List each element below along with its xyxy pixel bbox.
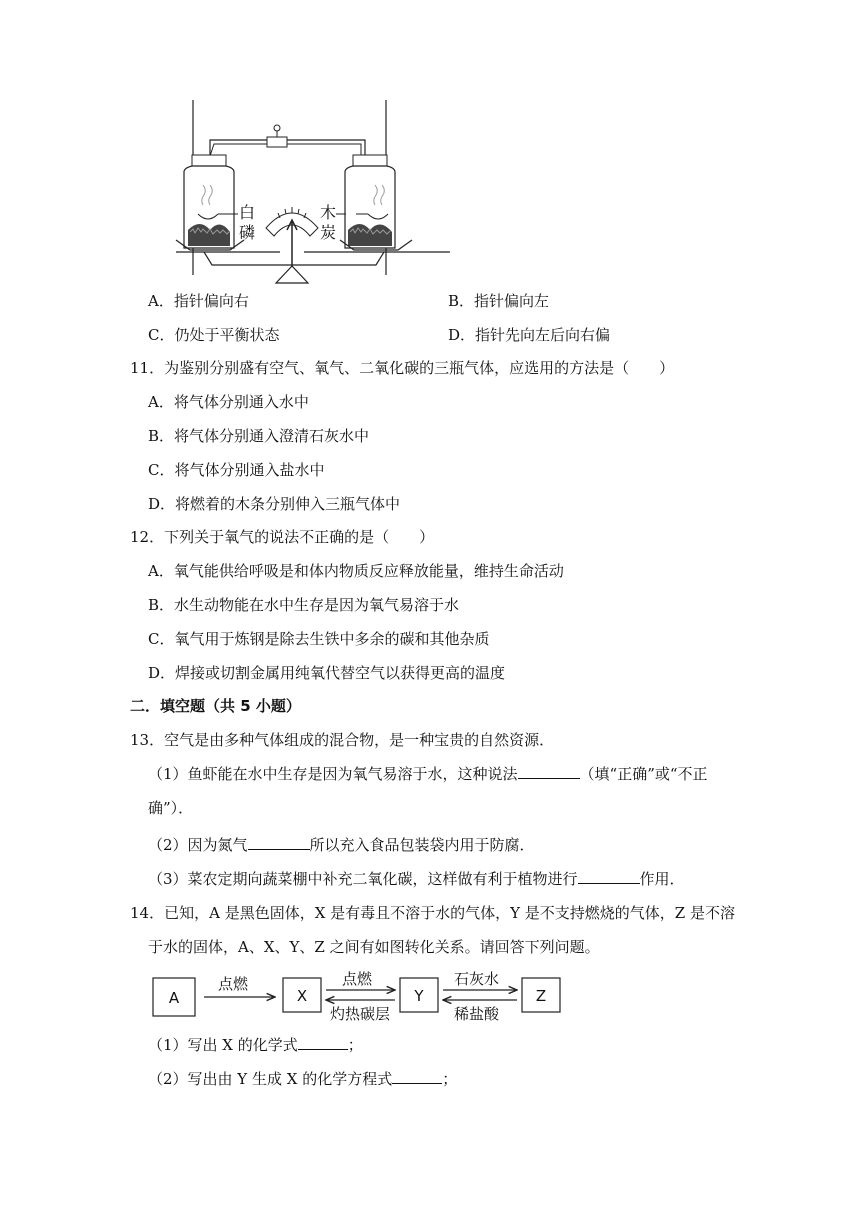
box-a-label: A bbox=[168, 989, 180, 1007]
q14-part2-text: （2）写出由 Y 生成 X 的化学方程式 bbox=[148, 1070, 393, 1088]
balance-apparatus-figure bbox=[170, 100, 460, 285]
q12-option-c: C．氧气用于炼钢是除去生铁中多余的碳和其他杂质 bbox=[148, 630, 490, 648]
label-charcoal-1: 木 bbox=[320, 203, 337, 222]
q12-option-d: D．焊接或切割金属用纯氧代替空气以获得更高的温度 bbox=[148, 664, 506, 682]
q14-part2-tail: ； bbox=[442, 1070, 458, 1088]
q11-option-a: A．将气体分别通入水中 bbox=[148, 393, 309, 411]
q14-part2 bbox=[148, 1068, 457, 1090]
label-x-y: 点燃 bbox=[342, 970, 373, 988]
label-charcoal-2: 炭 bbox=[320, 223, 337, 242]
q10-option-b: B．指针偏向左 bbox=[448, 292, 550, 310]
q14-part1-text: （1）写出 X 的化学式 bbox=[148, 1036, 298, 1054]
q13-part1-cont: 确”）． bbox=[148, 799, 194, 817]
label-y-x: 灼热碳层 bbox=[330, 1005, 391, 1023]
q11-option-d: D．将燃着的木条分别伸入三瓶气体中 bbox=[148, 495, 401, 513]
q13-part2 bbox=[148, 834, 535, 856]
q12-option-a: A．氧气能供给呼吸是和体内物质反应释放能量，维持生命活动 bbox=[148, 562, 564, 580]
q13-part2-blank[interactable] bbox=[248, 835, 310, 850]
q13-stem: 13．空气是由多种气体组成的混合物，是一种宝贵的自然资源． bbox=[130, 731, 555, 749]
q14-transformation-diagram bbox=[150, 966, 570, 1026]
q13-part3-blank[interactable] bbox=[578, 869, 640, 884]
q14-stem-line1: 14．已知，A 是黑色固体，X 是有毒且不溶于水的气体，Y 是不支持燃烧的气体，Z 是不溶 bbox=[130, 904, 735, 922]
q13-part2-text: （2）因为氮气 bbox=[148, 836, 248, 854]
q11-option-b: B．将气体分别通入澄清石灰水中 bbox=[148, 427, 370, 445]
q11-stem: 11．为鉴别分别盛有空气、氧气、二氧化碳的三瓶气体，应选用的方法是（ ） bbox=[130, 359, 675, 377]
q14-part2-blank[interactable] bbox=[392, 1069, 442, 1084]
label-white-phosphorus-2: 磷 bbox=[239, 223, 256, 242]
label-a-x: 点燃 bbox=[218, 975, 249, 993]
q13-part1-blank[interactable] bbox=[518, 764, 580, 779]
q13-part1-text-tail: （填“正确”或“不正 bbox=[579, 765, 708, 783]
q11-option-c: C．将气体分别通入盐水中 bbox=[148, 461, 325, 479]
q13-part3 bbox=[148, 868, 685, 890]
q13-part1-text: （1）鱼虾能在水中生存是因为氧气易溶于水，这种说法 bbox=[148, 765, 518, 783]
q14-part1-blank[interactable] bbox=[298, 1035, 348, 1050]
q13-part1 bbox=[148, 763, 708, 785]
q10-option-d: D．指针先向左后向右偏 bbox=[448, 326, 611, 344]
label-y-z: 石灰水 bbox=[454, 970, 500, 988]
box-z-label: Z bbox=[535, 987, 547, 1005]
q10-option-c: C．仍处于平衡状态 bbox=[148, 326, 280, 344]
q12-option-b: B．水生动物能在水中生存是因为氧气易溶于水 bbox=[148, 596, 460, 614]
q12-stem: 12．下列关于氧气的说法不正确的是（ ） bbox=[130, 528, 435, 546]
q13-part2-text-tail: 所以充入食品包装袋内用于防腐． bbox=[309, 836, 535, 854]
box-y-label: Y bbox=[414, 987, 424, 1005]
box-x-label: X bbox=[296, 987, 308, 1005]
label-white-phosphorus-1: 白 bbox=[239, 203, 256, 222]
section-title-fill-in: 二．填空题（共 5 小题） bbox=[130, 697, 301, 715]
q14-part1 bbox=[148, 1034, 363, 1056]
q13-part3-text: （3）菜农定期向蔬菜棚中补充二氧化碳，这样做有利于植物进行 bbox=[148, 870, 578, 888]
q14-stem-line2: 于水的固体，A、X、Y、Z 之间有如图转化关系。请回答下列问题。 bbox=[148, 938, 600, 956]
q14-part1-tail: ； bbox=[347, 1036, 363, 1054]
label-z-y: 稀盐酸 bbox=[454, 1005, 500, 1023]
q13-part3-text-tail: 作用． bbox=[639, 870, 685, 888]
q10-option-a: A．指针偏向右 bbox=[148, 292, 249, 310]
